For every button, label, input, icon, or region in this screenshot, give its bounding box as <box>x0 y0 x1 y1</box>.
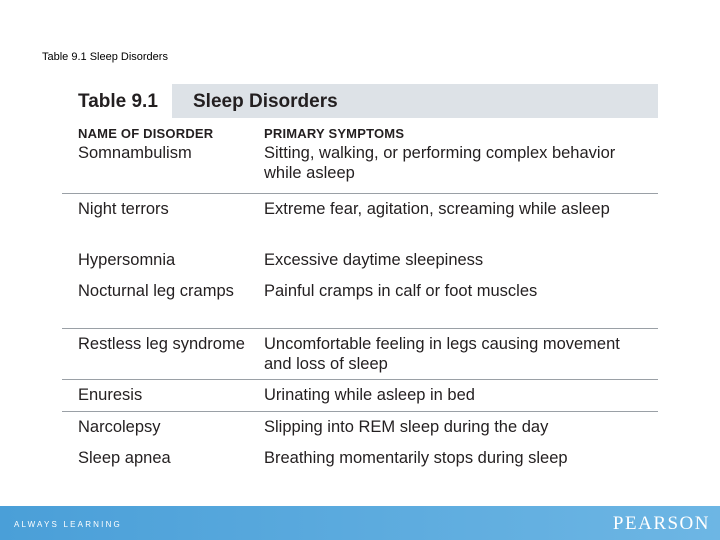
disorder-symptoms: Breathing momentarily stops during sleep <box>264 449 568 467</box>
disorder-symptoms: Uncomfortable feeling in legs causing movement and loss of sleep <box>264 335 620 373</box>
table-row <box>62 138 658 192</box>
slide-caption: Table 9.1 Sleep Disorders <box>42 51 168 63</box>
disorder-name: Nocturnal leg cramps <box>78 282 234 300</box>
disorder-symptoms: Slipping into REM sleep during the day <box>264 418 549 436</box>
footer-tagline: ALWAYS LEARNING <box>14 520 122 529</box>
table-number-tab <box>62 84 172 118</box>
table-body <box>62 118 658 474</box>
disorder-name: Restless leg syndrome <box>78 335 245 353</box>
table-row <box>62 328 658 379</box>
footer-bar <box>0 506 720 540</box>
table-title: Sleep Disorders <box>193 91 338 112</box>
table-row <box>62 193 658 245</box>
column-header-symptoms: PRIMARY SYMPTOMS <box>264 126 405 141</box>
disorder-name: Night terrors <box>78 200 169 218</box>
table-row <box>62 443 658 474</box>
disorder-name: Enuresis <box>78 386 143 404</box>
table-row <box>62 411 658 443</box>
disorder-name: Narcolepsy <box>78 418 161 436</box>
disorder-symptoms: Excessive daytime sleepiness <box>264 251 484 269</box>
disorder-symptoms: Painful cramps in calf or foot muscles <box>264 282 538 300</box>
disorder-symptoms: Sitting, walking, or performing complex behavior while asleep <box>264 144 616 182</box>
table-row <box>62 379 658 411</box>
disorder-name: Somnambulism <box>78 144 192 162</box>
disorder-name: Sleep apnea <box>78 449 171 467</box>
table-header <box>62 84 658 118</box>
disorder-symptoms: Extreme fear, agitation, screaming while asleep <box>264 200 610 218</box>
table-row <box>62 245 658 275</box>
disorder-name: Hypersomnia <box>78 251 176 269</box>
column-header-name: NAME OF DISORDER <box>78 126 214 141</box>
table-number: Table 9.1 <box>78 91 158 112</box>
sleep-disorders-table <box>62 84 658 474</box>
table-row <box>62 276 658 327</box>
pearson-logo: PEARSON <box>612 513 710 534</box>
disorder-symptoms: Urinating while asleep in bed <box>264 386 475 404</box>
